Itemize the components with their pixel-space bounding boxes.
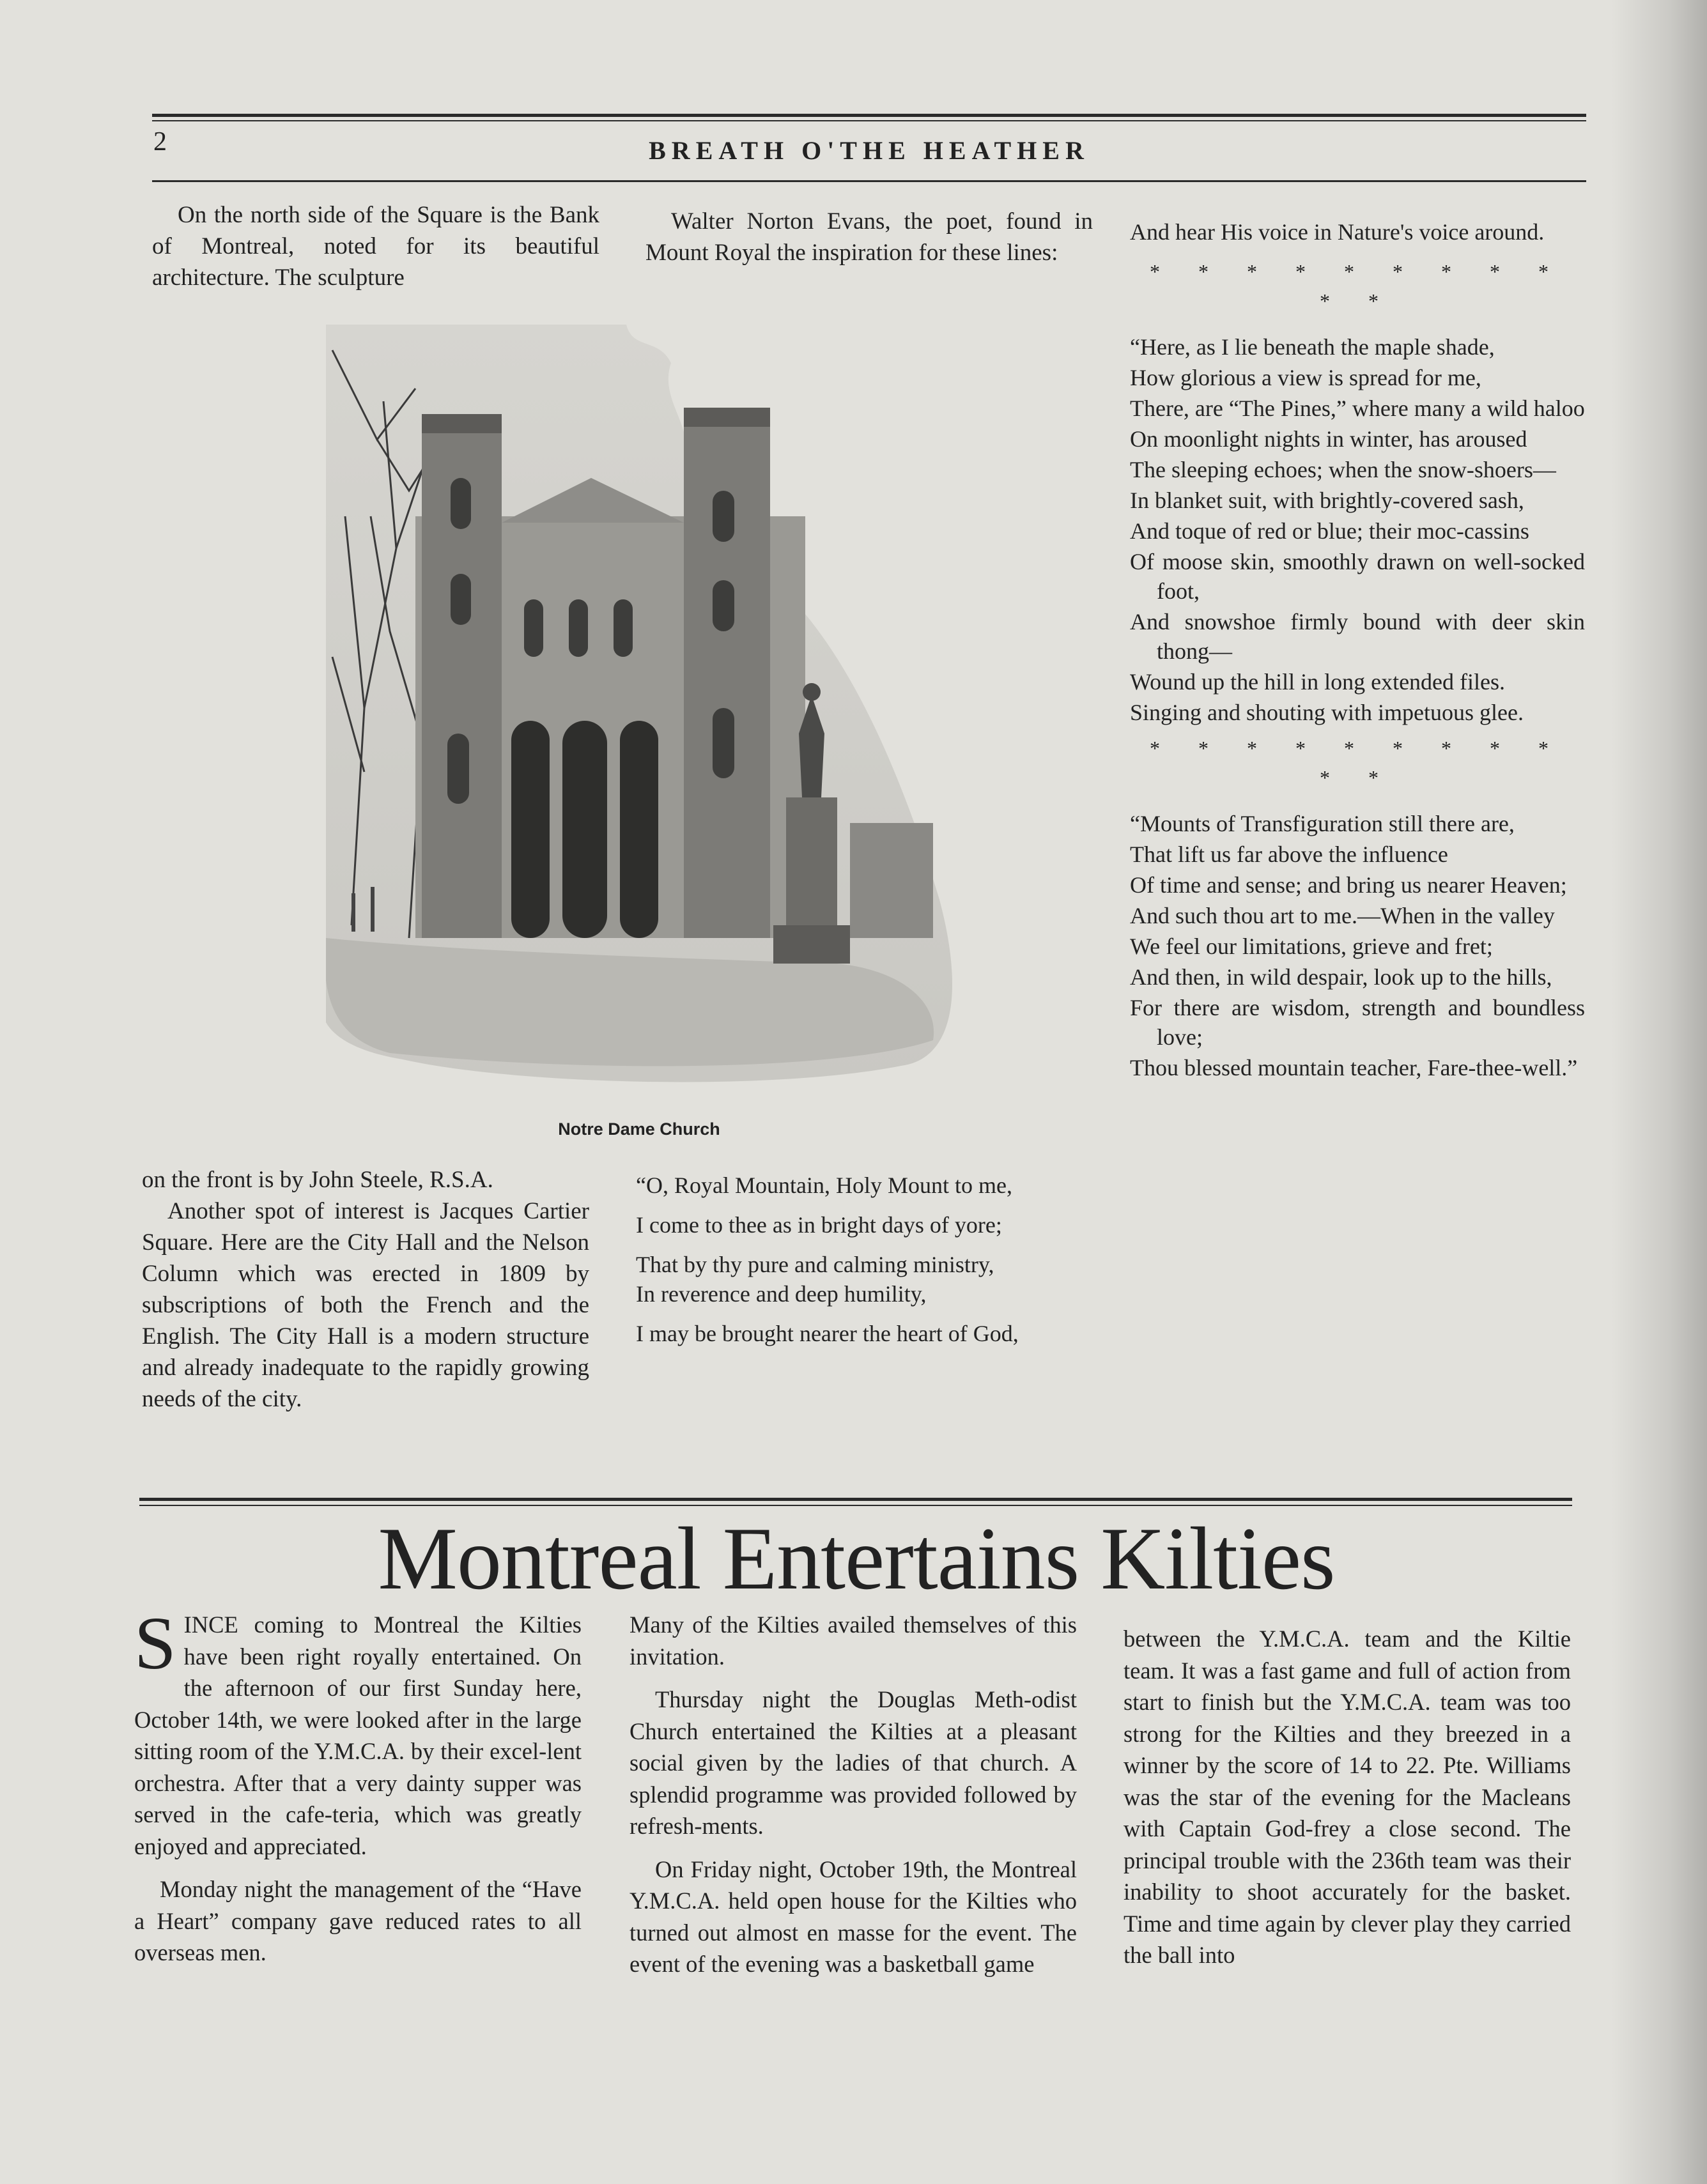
header-rule-bottom: [152, 180, 1586, 182]
poem-line: Thou blessed mountain teacher, Fare-thee-well.”: [1130, 1055, 1578, 1080]
poem-line: I come to thee as in bright days of yore;: [636, 1212, 1002, 1238]
stars-divider: * * * * * * * * * * *: [1150, 260, 1565, 312]
paragraph-steele: on the front is by John Steele, R.S.A.: [142, 1167, 493, 1193]
column-2-top: [645, 206, 1093, 268]
header-rule-top-thin: [152, 120, 1586, 121]
poem-line: Of time and sense; and bring us nearer Heaven;: [1130, 872, 1567, 898]
article-paragraph: On Friday night, October 19th, the Montreal Y.M.C.A. held open house for the Kilties who turned out almost en masse for the event. The event of the evening was a basketball game: [630, 1856, 1077, 1977]
column-1-bottom: [142, 1164, 589, 1415]
column-1-top: [152, 199, 599, 293]
article-headline: Montreal Entertains Kilties: [378, 1509, 1335, 1608]
drop-cap: S: [134, 1601, 176, 1685]
poem-line: And snowshoe firmly bound with deer skin thong—: [1130, 609, 1585, 664]
paragraph-north-side: On the north side of the Square is the Bank of Montreal, noted for its beautiful architecture. The sculpture: [152, 202, 599, 291]
article-paragraph: Many of the Kilties availed themselves of this invitation.: [630, 1611, 1077, 1670]
poem-line: That by thy pure and calming ministry,: [636, 1252, 994, 1277]
poem-line: And toque of red or blue; their moc-cassins: [1130, 518, 1529, 544]
poem-line: “O, Royal Mountain, Holy Mount to me,: [636, 1173, 1012, 1198]
poem-line: Of moose skin, smoothly drawn on well-socked foot,: [1130, 549, 1585, 604]
article-paragraph-text: INCE coming to Montreal the Kilties have been right royally entertained. On the afternoon of our first Sunday here, October 14th, we were looked after in the large sitting room of the Y.M.C.A. by their excel-lent orchestra. After that a very dainty supper was served in the cafe-teria, which was greatly enjoyed and appreciated.: [134, 1611, 582, 1859]
page-edge-shadow: [1611, 0, 1707, 2184]
poem-line: On moonlight nights in winter, has aroused: [1130, 426, 1527, 452]
poem-line: That lift us far above the influence: [1130, 842, 1448, 867]
header-rule-top: [152, 114, 1586, 117]
notre-dame-church-photo: [326, 325, 971, 1091]
poem-line: For there are wisdom, strength and boundless love;: [1130, 995, 1585, 1050]
page-number: 2: [153, 127, 167, 157]
running-head: BREATH O'THE HEATHER: [649, 136, 1090, 165]
poem-line: And such thou art to me.—When in the valley: [1130, 903, 1555, 928]
article-column-3: [1124, 1623, 1571, 1983]
poem-line: Wound up the hill in long extended files.: [1130, 669, 1506, 695]
section-rule-thin: [139, 1505, 1572, 1506]
article-paragraph: Monday night the management of the “Have a Heart” company gave reduced rates to all overseas men.: [134, 1876, 582, 1965]
article-column-2: [630, 1609, 1077, 1992]
poem-line: “Here, as I lie beneath the maple shade,: [1130, 334, 1495, 360]
article-paragraph: [134, 1601, 582, 1862]
poem-line: How glorious a view is spread for me,: [1130, 365, 1481, 390]
poem-line: And hear His voice in Nature's voice around.: [1130, 219, 1545, 245]
poem-line: I may be brought nearer the heart of God,: [636, 1321, 1019, 1346]
poem-line: Singing and shouting with impetuous glee.: [1130, 700, 1524, 725]
poem-line: We feel our limitations, grieve and fret;: [1130, 934, 1493, 959]
poem-line: In reverence and deep humility,: [636, 1281, 927, 1307]
article-paragraph: between the Y.M.C.A. team and the Kiltie team. It was a fast game and full of action from start to finish but the Y.M.C.A. team was too strong for the Kilties and they breezed in a winner by the score of 14 to 22. Pte. Williams was the star of the evening for the Macleans with Captain God-frey a close second. The principal trouble with the 236th team was their inability to shoot accurately for the basket. Time and time again by clever play they carried the ball into: [1124, 1626, 1571, 1968]
poem-line: The sleeping echoes; when the snow-shoers—: [1130, 457, 1556, 482]
photo-caption: Notre Dame Church: [558, 1119, 720, 1139]
section-rule-thick: [139, 1498, 1572, 1501]
poem-line: And then, in wild despair, look up to the hills,: [1130, 964, 1552, 990]
article-column-1: [134, 1601, 582, 1980]
column-2-poem: [636, 1171, 1086, 1358]
poem-line: There, are “The Pines,” where many a wild haloo: [1130, 396, 1585, 421]
paragraph-evans-intro: Walter Norton Evans, the poet, found in Mount Royal the inspiration for these lines:: [645, 208, 1093, 266]
poem-line: “Mounts of Transfiguration still there are,: [1130, 811, 1515, 836]
stars-divider: * * * * * * * * * * *: [1150, 737, 1565, 789]
column-3-poem: [1130, 217, 1585, 1084]
article-paragraph: Thursday night the Douglas Meth-odist Church entertained the Kilties at a pleasant social given by the ladies of that church. A splendid programme was provided followed by refresh-ments.: [630, 1686, 1077, 1839]
poem-line: In blanket suit, with brightly-covered sash,: [1130, 488, 1524, 513]
paragraph-jacques-cartier: Another spot of interest is Jacques Cartier Square. Here are the City Hall and the Nelson Column which was erected in 1809 by subscriptions of both the French and the English. The City Hall is a modern structure and already inadequate to the rapidly growing needs of the city.: [142, 1198, 589, 1412]
